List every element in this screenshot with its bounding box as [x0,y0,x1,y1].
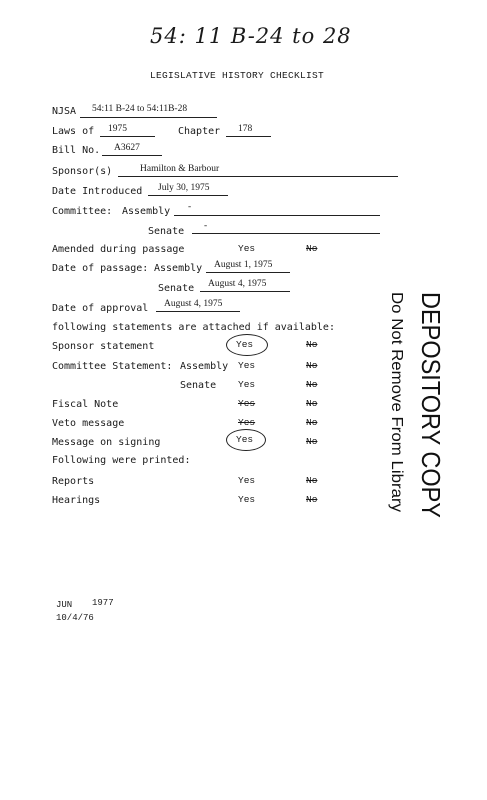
message-signing-label: Message on signing [52,437,161,448]
passage-senate-label: Senate [158,283,195,294]
committee-assembly-underline [174,215,380,216]
laws-label: Laws of [52,126,95,137]
fiscal-yes: Yes [238,398,256,409]
handwritten-reference: 54: 11 B-24 to 28 [150,24,352,48]
committee-statement-label: Committee Statement: [52,361,173,372]
passage-assembly-label: Assembly [154,263,203,274]
cs-senate-label: Senate [180,380,217,391]
laws-underline [100,136,155,137]
footer-month: JUN [56,600,73,610]
chapter-underline [226,136,271,137]
date-introduced-underline [148,195,228,196]
chapter-label: Chapter [178,126,221,137]
hearings-no: No [306,494,318,505]
cs-senate-no: No [306,379,318,390]
cs-assembly-label: Assembly [180,361,229,372]
depository-stamp [372,290,462,520]
committee-assembly-value: - [188,202,192,212]
bill-underline [102,155,162,156]
hearings-label: Hearings [52,495,101,506]
bill-value: A3627 [114,143,140,153]
fiscal-note-label: Fiscal Note [52,399,119,410]
stamp-line2: Do Not Remove From Library [388,292,405,501]
footer-year: 1977 [92,598,114,608]
date-approval-label: Date of approval [52,303,149,314]
sponsor-yes: Yes [236,339,254,350]
hearings-yes: Yes [238,494,256,505]
njsa-value: 54:11 B-24 to 54:11B-28 [92,104,188,114]
passage-assembly-underline [206,272,290,273]
footer-date: 10/4/76 [56,613,94,623]
sponsor-underline [118,176,398,177]
passage-senate-value: August 4, 1975 [208,279,267,289]
date-approval-value: August 4, 1975 [164,299,223,309]
printed-heading: Following were printed: [52,455,191,466]
laws-value: 1975 [108,124,127,134]
amended-yes: Yes [238,243,256,254]
veto-no: No [306,417,318,428]
sponsor-label: Sponsor(s) [52,166,113,177]
reports-yes: Yes [238,475,256,486]
committee-senate-underline [192,233,380,234]
veto-yes: Yes [238,417,256,428]
statements-heading: following statements are attached if available: [52,322,335,333]
amended-label: Amended during passage [52,244,185,255]
chapter-value: 178 [238,124,253,134]
date-passage-label: Date of passage: [52,263,149,274]
fiscal-no: No [306,398,318,409]
bill-label: Bill No. [52,145,101,156]
committee-senate-label: Senate [148,226,185,237]
committee-senate-value: - [204,221,208,231]
sponsor-no: No [306,339,318,350]
signing-yes: Yes [236,434,254,445]
date-introduced-value: July 30, 1975 [158,183,210,193]
passage-assembly-value: August 1, 1975 [214,260,273,270]
passage-senate-underline [200,291,290,292]
njsa-underline [80,117,217,118]
sponsor-value: Hamilton & Barbour [140,164,220,174]
amended-no: No [306,243,318,254]
reports-no: No [306,475,318,486]
date-approval-underline [156,311,240,312]
veto-message-label: Veto message [52,418,125,429]
cs-assembly-yes: Yes [238,360,256,371]
njsa-label: NJSA [52,106,77,117]
date-introduced-label: Date Introduced [52,186,143,197]
sponsor-statement-label: Sponsor statement [52,341,155,352]
signing-no: No [306,436,318,447]
committee-assembly-label: Assembly [122,206,171,217]
cs-assembly-no: No [306,360,318,371]
committee-label: Committee: [52,206,113,217]
reports-label: Reports [52,476,95,487]
stamp-line1: DEPOSITORY COPY [416,292,446,520]
page-title: LEGISLATIVE HISTORY CHECKLIST [150,70,325,81]
cs-senate-yes: Yes [238,379,256,390]
